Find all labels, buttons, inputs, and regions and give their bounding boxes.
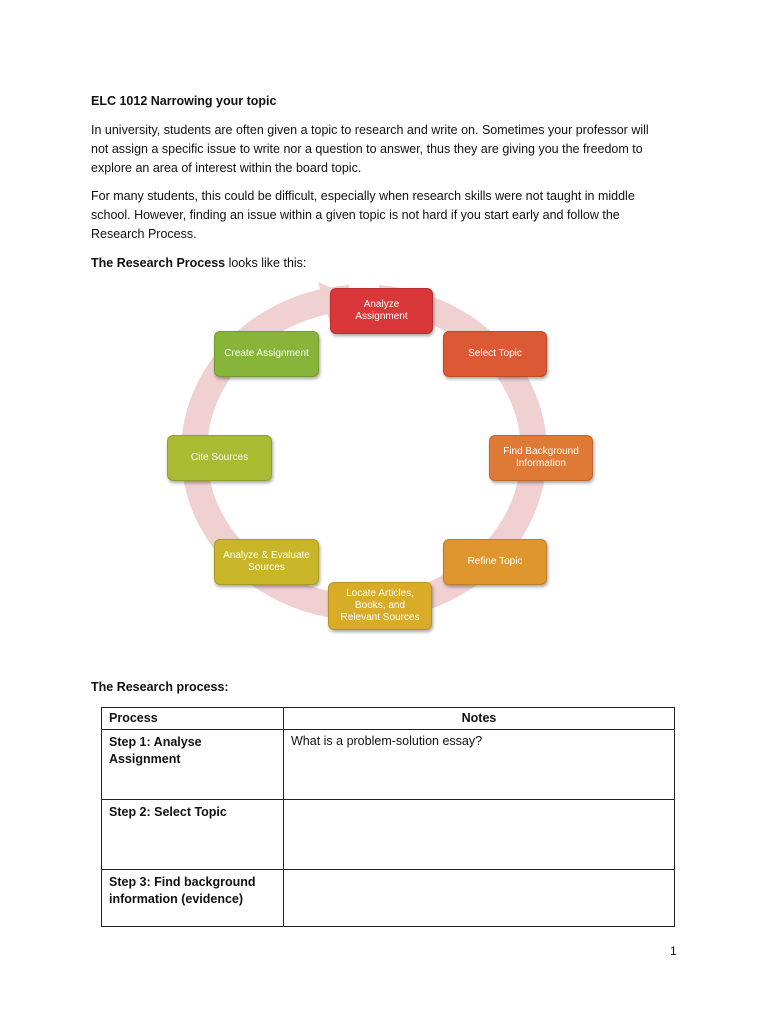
table-title: The Research process:	[91, 680, 229, 694]
lead-rest: looks like this:	[225, 256, 307, 270]
intro-line: In university, students are often given a topic to research and write on. Sometimes your professor will	[91, 123, 649, 137]
node-label: Analyze Assignment	[355, 299, 408, 322]
step-cell: Step 3: Find background information (evidence)	[102, 870, 284, 927]
node-analyze-evaluate	[214, 539, 319, 585]
second-line: school. However, finding an issue within a given topic is not hard if you start early and follow the	[91, 208, 620, 222]
intro-line: explore an area of interest within the board topic.	[91, 161, 362, 175]
node-label: Cite Sources	[190, 452, 249, 463]
node-label: Find Background Information	[503, 446, 579, 469]
step-cell: Step 1: Analyse Assignment	[102, 730, 284, 800]
node-label: Locate Articles, Books, and Relevant Sources	[340, 588, 420, 623]
node-cite-sources	[167, 435, 272, 481]
header-process: Process	[102, 708, 284, 730]
research-process-table	[101, 707, 675, 927]
notes-cell[interactable]	[284, 800, 675, 870]
header-notes: Notes	[284, 708, 675, 730]
node-analyze-assignment	[330, 288, 433, 334]
step-cell: Step 2: Select Topic	[102, 800, 284, 870]
table-header-row	[102, 708, 675, 730]
intro-paragraph	[91, 121, 671, 178]
second-paragraph	[91, 187, 671, 244]
notes-cell[interactable]	[284, 870, 675, 927]
intro-line: not assign a specific issue to write nor a question to answer, thus they are giving you the freedom to	[91, 142, 643, 156]
lead-bold: The Research Process	[91, 256, 226, 270]
node-label: Analyze & Evaluate Sources	[223, 550, 310, 573]
research-process-diagram	[150, 280, 620, 640]
page-number: 1	[670, 944, 677, 958]
node-label: Refine Topic	[467, 556, 523, 567]
second-line: Research Process.	[91, 227, 197, 241]
node-refine-topic	[443, 539, 547, 585]
node-locate-articles	[328, 582, 432, 630]
second-line: For many students, this could be difficult, especially when research skills were not taught in middle	[91, 189, 635, 203]
diagram-lead-text	[91, 256, 306, 270]
node-label: Create Assignment	[224, 348, 309, 359]
table-row	[102, 800, 675, 870]
node-select-topic	[443, 331, 547, 377]
document-title: ELC 1012 Narrowing your topic	[91, 94, 277, 108]
notes-cell[interactable]: What is a problem-solution essay?	[284, 730, 675, 800]
node-create-assignment	[214, 331, 319, 377]
node-label: Select Topic	[468, 348, 522, 359]
node-find-background	[489, 435, 593, 481]
table-row	[102, 870, 675, 927]
table-row	[102, 730, 675, 800]
